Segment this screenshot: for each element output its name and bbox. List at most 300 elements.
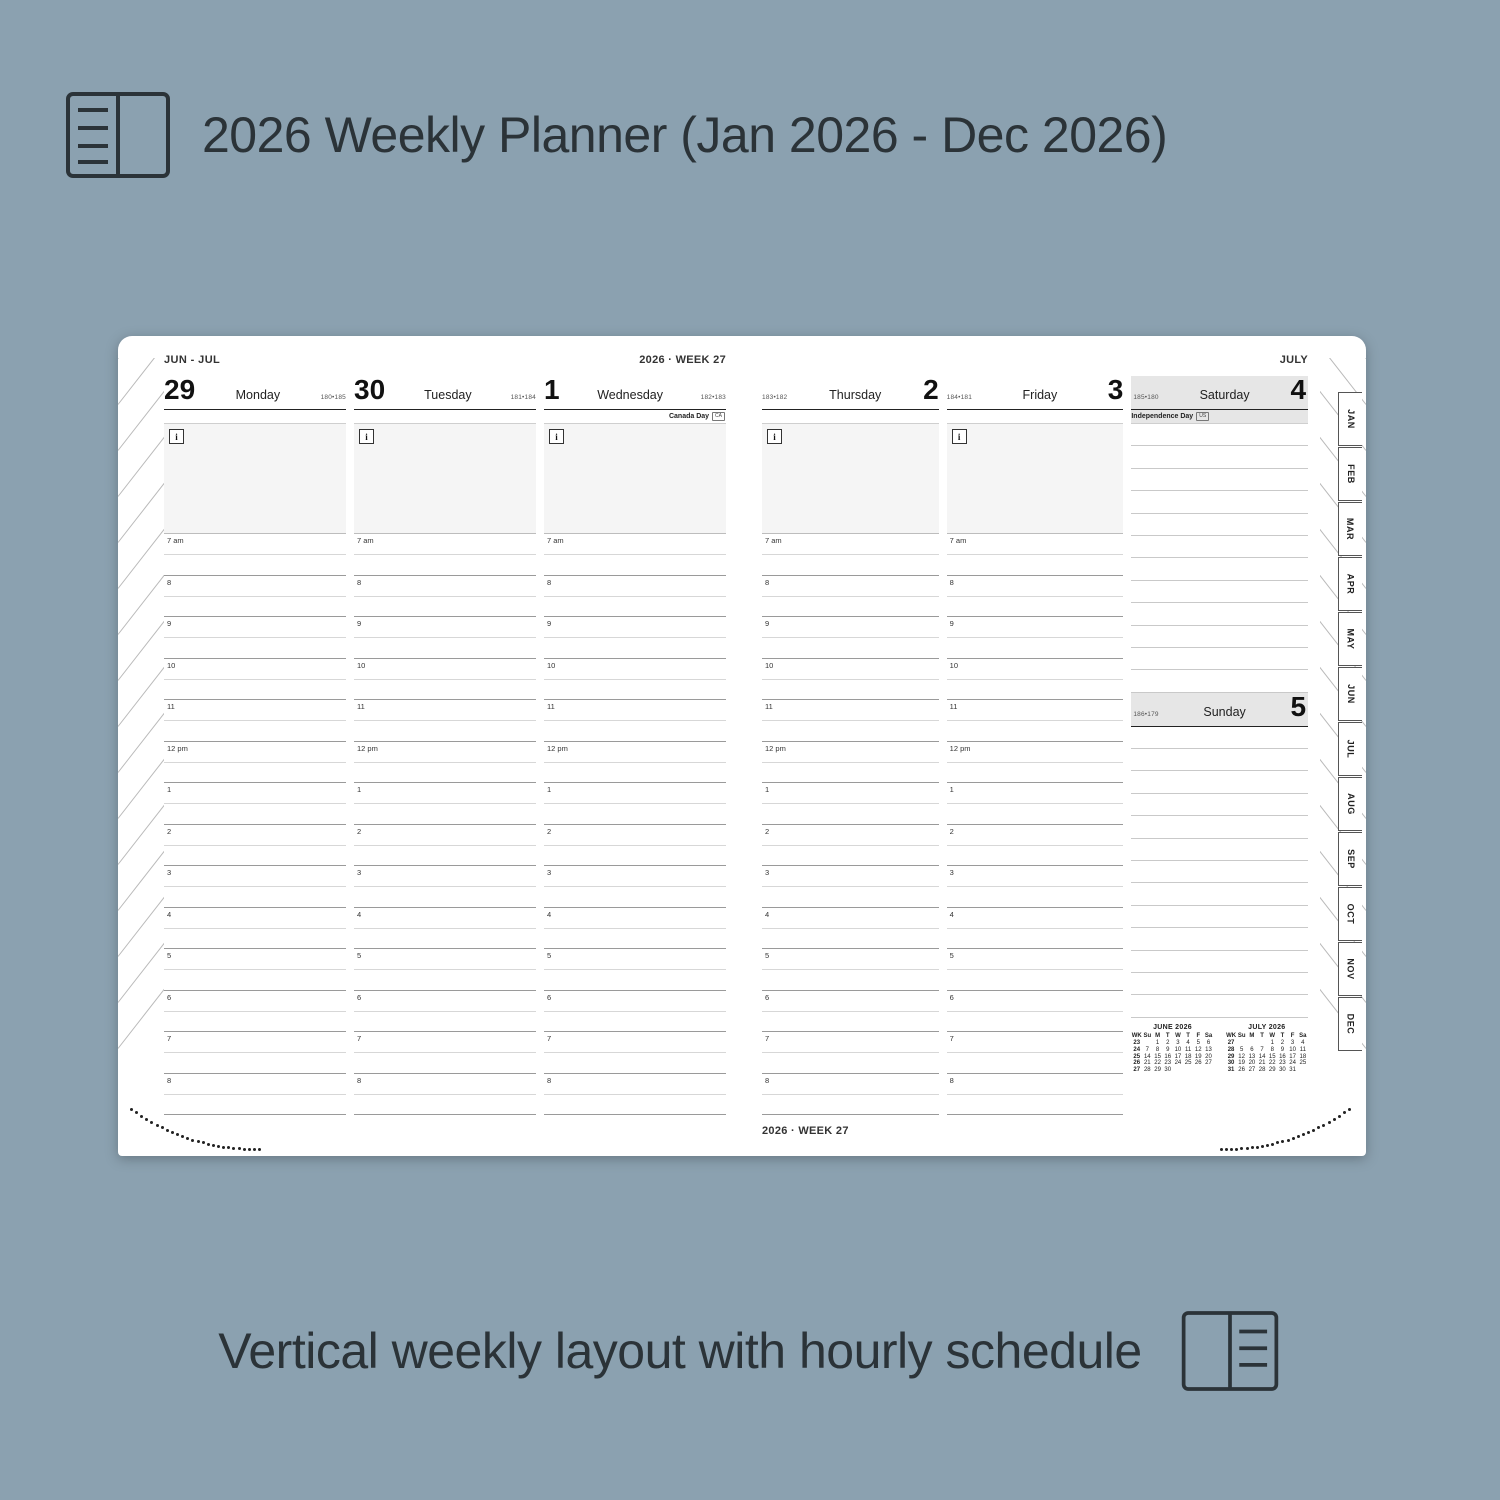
mini-calendar-day: 24 <box>1289 1060 1296 1067</box>
hour-label: 5 <box>765 951 770 960</box>
mini-calendar-day: 1 <box>1155 1039 1160 1046</box>
mini-calendar-day: 27 <box>1205 1060 1212 1067</box>
writing-line[interactable] <box>1131 951 1308 973</box>
mini-calendar-day: 16 <box>1279 1053 1286 1060</box>
left-day-columns <box>164 376 726 1115</box>
mini-calendar-day: 6 <box>1206 1039 1211 1046</box>
writing-line[interactable] <box>1131 861 1308 883</box>
mini-calendar-day: 20 <box>1205 1053 1212 1060</box>
right-month-label: JULY <box>1279 354 1308 366</box>
info-icon[interactable]: i <box>549 429 564 444</box>
mini-calendar-week-number: 26 <box>1133 1060 1141 1067</box>
month-tab-jan[interactable] <box>1338 392 1362 446</box>
mini-calendar-day: 23 <box>1279 1060 1286 1067</box>
day-page-numbers: 182•183 <box>700 394 726 401</box>
hour-row[interactable] <box>354 949 536 991</box>
month-tab-nov[interactable] <box>1338 942 1362 996</box>
hour-label: 12 pm <box>357 743 378 753</box>
hour-row[interactable] <box>544 866 726 908</box>
hour-label: 3 <box>167 868 172 877</box>
holiday-row <box>947 410 1124 424</box>
month-tab-jun[interactable] <box>1338 667 1362 721</box>
writing-line[interactable] <box>1131 626 1308 648</box>
hour-row[interactable] <box>354 576 536 618</box>
info-icon[interactable]: i <box>359 429 374 444</box>
mini-calendar-week-number: 28 <box>1227 1046 1235 1053</box>
hour-grid <box>354 534 536 1115</box>
month-tab-label: APR <box>1345 573 1356 595</box>
mini-calendar-week-number: 24 <box>1133 1046 1141 1053</box>
open-book-icon <box>1178 1300 1282 1402</box>
writing-line[interactable] <box>1131 771 1308 793</box>
mini-calendar-header: W <box>1175 1033 1181 1040</box>
hour-row[interactable] <box>947 659 1124 701</box>
hour-label: 3 <box>547 868 552 877</box>
writing-line[interactable] <box>1131 906 1308 928</box>
hour-row[interactable] <box>164 617 346 659</box>
writing-line[interactable] <box>1131 581 1308 603</box>
hour-row[interactable] <box>544 659 726 701</box>
writing-line[interactable] <box>1131 514 1308 536</box>
mini-calendar-day: 12 <box>1194 1046 1202 1053</box>
writing-line[interactable] <box>1131 491 1308 513</box>
hour-label: 6 <box>167 992 172 1002</box>
footer <box>0 1300 1500 1402</box>
hour-row[interactable] <box>164 866 346 908</box>
hour-label: 8 <box>949 1075 954 1085</box>
mini-calendar-day: 9 <box>1280 1046 1285 1053</box>
day-name: Monday <box>235 388 281 402</box>
month-tab-dec[interactable] <box>1338 997 1362 1051</box>
hour-row[interactable] <box>544 617 726 659</box>
mini-calendar-header: T <box>1165 1033 1170 1040</box>
hour-label: 12 pm <box>167 743 188 753</box>
mini-calendar-header: F <box>1196 1033 1201 1040</box>
day-column-monday[interactable] <box>164 376 346 1115</box>
hour-row[interactable] <box>544 783 726 825</box>
info-icon[interactable]: i <box>169 429 184 444</box>
hour-row[interactable] <box>544 1074 726 1116</box>
hour-row[interactable] <box>164 991 346 1033</box>
mini-calendar-week <box>1131 1046 1213 1053</box>
hour-label: 8 <box>547 1075 552 1085</box>
hour-row[interactable] <box>762 659 939 701</box>
mini-calendar-week-number: 31 <box>1227 1067 1235 1074</box>
mini-calendar <box>1226 1024 1308 1074</box>
day-page-numbers: 181•184 <box>510 394 536 401</box>
info-icon[interactable]: i <box>767 429 782 444</box>
hour-row[interactable] <box>762 576 939 618</box>
day-name: Tuesday <box>424 388 472 402</box>
hour-row[interactable] <box>354 742 536 784</box>
hour-label: 10 <box>167 660 176 670</box>
mini-calendar-header: Sa <box>1204 1033 1213 1040</box>
notes-box[interactable] <box>164 424 346 534</box>
hour-row[interactable] <box>947 1074 1124 1116</box>
writing-line[interactable] <box>1131 727 1308 749</box>
hour-label: 7 <box>357 1034 362 1043</box>
day-page-numbers: 185•180 <box>1133 394 1159 401</box>
hour-row[interactable] <box>354 617 536 659</box>
hour-row[interactable] <box>544 908 726 950</box>
mini-calendar-day: 30 <box>1279 1067 1286 1074</box>
writing-line[interactable] <box>1131 648 1308 670</box>
hour-label: 4 <box>765 909 770 919</box>
hour-grid <box>544 534 726 1115</box>
mini-calendar-header: WK <box>1226 1033 1237 1040</box>
hour-label: 11 <box>765 702 773 711</box>
mini-calendar-week <box>1226 1040 1308 1047</box>
writing-line[interactable] <box>1131 558 1308 580</box>
hour-label: 11 <box>949 702 958 711</box>
sunday-writing-lines[interactable] <box>1131 727 1308 1018</box>
hour-label: 10 <box>765 660 774 670</box>
month-tab-label: MAR <box>1345 517 1356 541</box>
mini-calendar-day <box>1236 1040 1246 1047</box>
holiday-label: Canada Day <box>668 413 710 420</box>
hour-label: 5 <box>547 951 552 960</box>
hour-row[interactable] <box>762 742 939 784</box>
mini-calendar-day: 18 <box>1184 1053 1192 1060</box>
hour-label: 5 <box>949 951 954 960</box>
hour-label: 8 <box>949 577 954 587</box>
hour-row[interactable] <box>164 576 346 618</box>
hour-row[interactable] <box>762 825 939 867</box>
mini-calendar-day: 13 <box>1205 1046 1212 1053</box>
mini-calendar-day: 25 <box>1299 1060 1307 1067</box>
hour-label: 7 am <box>547 536 564 545</box>
hour-row[interactable] <box>947 576 1124 618</box>
hour-row[interactable] <box>947 700 1124 742</box>
writing-line[interactable] <box>1131 749 1308 771</box>
writing-line[interactable] <box>1131 816 1308 838</box>
mini-calendar-day: 4 <box>1301 1039 1305 1046</box>
hour-row[interactable] <box>164 783 346 825</box>
writing-line[interactable] <box>1131 670 1308 692</box>
month-tab-feb[interactable] <box>1338 447 1362 501</box>
mini-calendar-day: 27 <box>1248 1067 1256 1074</box>
mini-calendar-day: 4 <box>1186 1039 1190 1046</box>
hour-label: 7 am <box>167 536 184 545</box>
day-column-friday[interactable] <box>947 376 1124 1115</box>
day-number: 30 <box>354 374 386 405</box>
hour-row[interactable] <box>544 742 726 784</box>
mini-calendar-day: 16 <box>1164 1053 1172 1060</box>
mini-calendar-day: 2 <box>1166 1039 1170 1046</box>
hour-row[interactable] <box>544 1032 726 1074</box>
mini-calendar-header: M <box>1155 1033 1161 1040</box>
hour-row[interactable] <box>354 1074 536 1116</box>
hour-row[interactable] <box>762 991 939 1033</box>
left-page-topbar <box>164 354 726 372</box>
mini-calendar-day: 10 <box>1289 1046 1296 1053</box>
day-column-tuesday[interactable] <box>354 376 536 1115</box>
hour-row[interactable] <box>762 700 939 742</box>
hour-label: 8 <box>167 1075 172 1085</box>
mini-calendar-week-number: 23 <box>1133 1039 1141 1046</box>
hour-row[interactable] <box>164 1032 346 1074</box>
hour-row[interactable] <box>762 617 939 659</box>
writing-line[interactable] <box>1131 446 1308 468</box>
month-tab-label: MAY <box>1345 628 1356 650</box>
writing-line[interactable] <box>1131 536 1308 558</box>
notes-box[interactable] <box>762 424 939 534</box>
hour-row[interactable] <box>762 866 939 908</box>
hour-row[interactable] <box>544 700 726 742</box>
writing-line[interactable] <box>1131 995 1308 1017</box>
hour-label: 9 <box>949 619 954 628</box>
notes-box[interactable] <box>947 424 1124 534</box>
info-icon[interactable]: i <box>952 429 967 444</box>
hour-grid <box>164 534 346 1115</box>
day-number: 29 <box>164 374 196 405</box>
month-tab-label: SEP <box>1345 849 1356 869</box>
right-week-label: 2026 · WEEK 27 <box>762 1125 849 1137</box>
page-title: 2026 Weekly Planner (Jan 2026 - Dec 2026) <box>202 107 1168 163</box>
mini-calendar-day: 18 <box>1299 1053 1307 1060</box>
hour-label: 8 <box>357 577 362 587</box>
hour-label: 7 <box>547 1034 552 1043</box>
mini-calendar-day <box>1142 1040 1152 1047</box>
month-tab-may[interactable] <box>1338 612 1362 666</box>
day-name: Friday <box>1022 388 1058 402</box>
mini-calendar-day: 29 <box>1154 1067 1161 1074</box>
hour-row[interactable] <box>164 742 346 784</box>
hour-row[interactable] <box>544 576 726 618</box>
hour-row[interactable] <box>354 991 536 1033</box>
mini-calendar-week <box>1131 1040 1213 1047</box>
mini-calendar-day: 23 <box>1164 1060 1172 1067</box>
hour-row[interactable] <box>947 1032 1124 1074</box>
hour-row[interactable] <box>762 1074 939 1116</box>
hour-label: 7 am <box>949 536 967 545</box>
mini-calendar-header: F <box>1290 1033 1295 1040</box>
hour-row[interactable] <box>947 534 1124 576</box>
hour-label: 10 <box>547 660 556 670</box>
day-column-thursday[interactable] <box>762 376 939 1115</box>
mini-calendar-day: 31 <box>1289 1067 1296 1074</box>
hour-row[interactable] <box>354 783 536 825</box>
day-column-weekend[interactable] <box>1131 376 1308 1115</box>
day-name: Wednesday <box>597 388 663 402</box>
mini-calendar-day: 17 <box>1289 1053 1296 1060</box>
hour-row[interactable] <box>354 700 536 742</box>
hour-label: 9 <box>357 619 362 628</box>
mini-calendar-day <box>1203 1067 1213 1074</box>
hour-row[interactable] <box>762 1032 939 1074</box>
month-tab-label: AUG <box>1345 793 1356 815</box>
writing-line[interactable] <box>1131 424 1308 446</box>
month-tab-oct[interactable] <box>1338 887 1362 941</box>
hour-row[interactable] <box>544 949 726 991</box>
mini-calendar-day: 30 <box>1164 1067 1172 1074</box>
hour-label: 6 <box>949 992 954 1002</box>
mini-calendar-day: 11 <box>1299 1046 1306 1053</box>
planner-spread <box>118 336 1366 1156</box>
mini-calendar-header: WK <box>1131 1033 1142 1040</box>
month-tab-strip <box>1320 392 1362 1092</box>
mini-calendar-day: 17 <box>1174 1053 1182 1060</box>
sunday-header <box>1131 690 1308 727</box>
mini-calendar-day <box>1183 1067 1193 1074</box>
hour-label: 3 <box>949 868 954 877</box>
hour-label: 1 <box>547 785 552 794</box>
hour-label: 6 <box>547 992 552 1002</box>
left-week-label: 2026 · WEEK 27 <box>639 354 726 366</box>
mini-calendar-week-number: 27 <box>1227 1039 1235 1046</box>
writing-line[interactable] <box>1131 928 1308 950</box>
hour-row[interactable] <box>164 825 346 867</box>
mini-calendar-day: 14 <box>1143 1053 1151 1060</box>
mini-calendar-day: 7 <box>1260 1046 1264 1053</box>
day-number: 5 <box>1290 690 1307 722</box>
mini-calendar-day: 13 <box>1248 1053 1256 1060</box>
month-tab-sep[interactable] <box>1338 832 1362 886</box>
day-name: Saturday <box>1199 388 1250 402</box>
hour-row[interactable] <box>762 783 939 825</box>
hour-row[interactable] <box>544 991 726 1033</box>
mini-calendar-day: 21 <box>1143 1060 1151 1067</box>
mini-calendar-title: JULY 2026 <box>1248 1023 1286 1031</box>
writing-line[interactable] <box>1131 469 1308 491</box>
hour-row[interactable] <box>164 659 346 701</box>
month-tab-jul[interactable] <box>1338 722 1362 776</box>
hour-label: 1 <box>357 785 362 794</box>
mini-calendars <box>1131 1024 1308 1074</box>
month-tab-label: JUL <box>1345 739 1356 759</box>
hour-row[interactable] <box>947 825 1124 867</box>
hour-label: 12 pm <box>949 743 971 753</box>
day-name: Sunday <box>1203 704 1246 719</box>
holiday-row <box>164 410 346 424</box>
hour-row[interactable] <box>947 742 1124 784</box>
left-month-label: JUN - JUL <box>164 354 221 366</box>
hour-label: 9 <box>765 619 770 628</box>
mini-calendar-day: 28 <box>1143 1067 1151 1074</box>
hour-row[interactable] <box>354 659 536 701</box>
month-tab-label: JUN <box>1345 684 1356 704</box>
hour-row[interactable] <box>164 908 346 950</box>
hour-row[interactable] <box>164 700 346 742</box>
holiday-row <box>354 410 536 424</box>
hour-label: 3 <box>357 868 362 877</box>
mini-calendar-header: T <box>1260 1033 1264 1040</box>
writing-line[interactable] <box>1131 794 1308 816</box>
mini-calendar-day <box>1193 1067 1203 1074</box>
notes-box[interactable] <box>354 424 536 534</box>
mini-calendar-day: 28 <box>1258 1067 1266 1074</box>
mini-calendar-day <box>1247 1040 1257 1047</box>
mini-calendar-day: 6 <box>1250 1046 1254 1053</box>
hour-row[interactable] <box>354 534 536 576</box>
mini-calendar-day: 11 <box>1184 1046 1192 1053</box>
holiday-row <box>1131 410 1308 424</box>
hour-label: 2 <box>765 826 770 836</box>
mini-calendar-week-number: 30 <box>1227 1060 1235 1067</box>
mini-calendar-header: Su <box>1143 1033 1152 1040</box>
holiday-row <box>762 410 939 424</box>
mini-calendar-week-number: 27 <box>1133 1067 1141 1074</box>
month-tab-label: DEC <box>1345 1013 1356 1035</box>
day-column-wednesday[interactable] <box>544 376 726 1115</box>
writing-line[interactable] <box>1131 973 1308 995</box>
hour-row[interactable] <box>164 534 346 576</box>
mini-calendar-day <box>1298 1067 1308 1074</box>
mini-calendar-week <box>1131 1067 1213 1074</box>
hour-label: 9 <box>167 619 172 628</box>
mini-calendar-week <box>1131 1060 1213 1067</box>
hour-label: 7 <box>167 1034 172 1043</box>
hour-label: 4 <box>949 909 954 919</box>
hour-row[interactable] <box>354 1032 536 1074</box>
hour-label: 8 <box>765 577 770 587</box>
month-tab-label: NOV <box>1345 958 1356 980</box>
hour-row[interactable] <box>762 908 939 950</box>
hour-grid <box>947 534 1124 1115</box>
mini-calendar-day: 15 <box>1154 1053 1161 1060</box>
mini-calendar-day: 25 <box>1184 1060 1192 1067</box>
month-tab-aug[interactable] <box>1338 777 1362 831</box>
writing-line[interactable] <box>1131 603 1308 625</box>
hour-row[interactable] <box>544 825 726 867</box>
mini-calendar-header: Su <box>1237 1033 1246 1040</box>
hour-row[interactable] <box>762 949 939 991</box>
hour-label: 7 <box>765 1034 770 1043</box>
hour-label: 10 <box>949 660 959 670</box>
hour-row[interactable] <box>544 534 726 576</box>
mini-calendar-day: 29 <box>1268 1067 1276 1074</box>
mini-calendar-week <box>1226 1067 1308 1074</box>
mini-calendar-day: 10 <box>1174 1046 1182 1053</box>
mini-calendar-day: 22 <box>1154 1060 1161 1067</box>
mini-calendar-day: 22 <box>1268 1060 1276 1067</box>
writing-line[interactable] <box>1131 839 1308 861</box>
day-page-numbers: 183•182 <box>762 394 788 401</box>
hour-row[interactable] <box>354 866 536 908</box>
hour-row[interactable] <box>947 908 1124 950</box>
hour-label: 5 <box>357 951 362 960</box>
mini-calendar-day: 26 <box>1194 1060 1202 1067</box>
saturday-writing-lines[interactable] <box>1131 424 1308 693</box>
hour-row[interactable] <box>947 866 1124 908</box>
hour-row[interactable] <box>762 534 939 576</box>
hour-label: 9 <box>547 619 552 628</box>
hour-label: 3 <box>765 868 770 877</box>
month-tab-apr[interactable] <box>1338 557 1362 611</box>
mini-calendar-header: W <box>1269 1033 1276 1040</box>
notes-box[interactable] <box>544 424 726 534</box>
hour-row[interactable] <box>164 1074 346 1116</box>
hour-label: 4 <box>547 909 552 919</box>
hour-row[interactable] <box>947 949 1124 991</box>
hour-row[interactable] <box>947 783 1124 825</box>
mini-calendar-title: JUNE 2026 <box>1153 1023 1192 1031</box>
hour-label: 12 pm <box>765 743 786 753</box>
hour-row[interactable] <box>164 949 346 991</box>
open-book-icon <box>62 80 174 190</box>
hour-row[interactable] <box>354 825 536 867</box>
mini-calendar-day: 8 <box>1270 1046 1274 1053</box>
hour-label: 7 am <box>357 536 374 545</box>
month-tab-mar[interactable] <box>1338 502 1362 556</box>
hour-row[interactable] <box>354 908 536 950</box>
writing-line[interactable] <box>1131 883 1308 905</box>
hour-row[interactable] <box>947 991 1124 1033</box>
hour-label: 2 <box>949 826 954 836</box>
day-number: 1 <box>544 374 560 405</box>
hour-label: 6 <box>357 992 362 1002</box>
hour-row[interactable] <box>947 617 1124 659</box>
